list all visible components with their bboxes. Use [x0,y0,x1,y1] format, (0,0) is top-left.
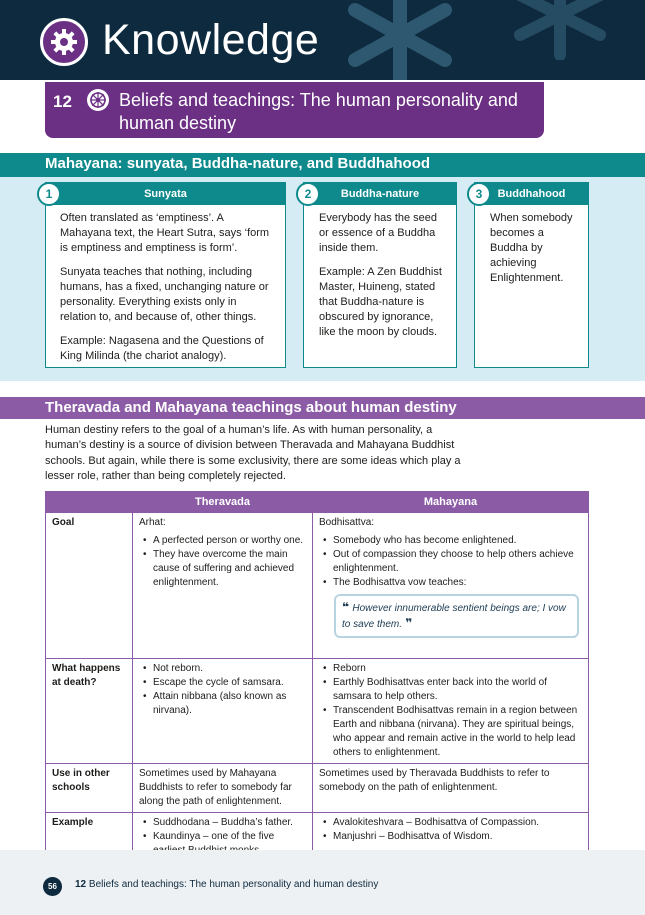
theravada-cell [133,659,313,764]
column-header [46,492,133,513]
card-number-badge: 1 [37,182,61,206]
list-item: • They have overcome the main cause of suffering and achieved enlightenment. [139,548,306,590]
card-paragraph: Sunyata teaches that nothing, including humans, has a fixed, unchanging nature or personality. Everything exists only in relation to, and because of, other things. [60,266,269,323]
list-item: • Somebody who has become enlightened. [319,534,582,548]
footer-chapter [75,879,378,890]
mahayana-cell: Sometimes used by Theravada Buddhists to refer to somebody on the path of enlightenment. [313,764,589,813]
list-item: • Out of compassion they choose to help others achieve enlightenment. [319,548,582,576]
sunyata-card [45,182,286,368]
card-paragraph: Example: A Zen Buddhist Master, Huineng, stated that Buddha-nature is obscured by ignorance, like the moon by clouds. [319,266,442,338]
list-item: • Earthly Bodhisattvas enter back into the world of samsara to help others. [319,676,582,704]
decorative-star-icon [500,0,620,60]
list-item: • Transcendent Bodhisattvas remain in a region between Earth and nibbana (nirvana). They are spiritual beings, who appear and remain active in the world to help lead others to enlightenment. [319,704,582,760]
list-item: • Escape the cycle of samsara. [139,676,306,690]
section-heading-text: Theravada and Mahayana teachings about human destiny [45,399,457,416]
buddha-nature-card [303,182,457,368]
card-paragraph: Example: Nagasena and the Questions of King Milinda (the chariot analogy). [60,335,264,362]
row-label: What happens at death? [46,659,133,764]
row-label: Goal [46,513,133,659]
dharma-wheel-icon [87,89,109,111]
theravada-cell [133,513,313,659]
row-label: Example [46,813,133,862]
list-item: • A perfected person or worthy one. [139,534,306,548]
card-number-badge: 2 [296,182,320,206]
table-header-row [46,492,589,513]
card-title: Sunyata [46,183,285,205]
card-paragraph: Often translated as ‘emptiness’. A Mahayana text, the Heart Sutra, says ‘form is emptiness and emptiness is form’. [60,212,270,254]
list-item: • Reborn [319,662,582,676]
card-number-badge: 3 [467,182,491,206]
bodhisattva-vow-quote [334,594,579,638]
page-title: Knowledge [102,16,320,64]
card-paragraph: Everybody has the seed or essence of a Buddha inside them. [319,212,438,254]
chapter-number: 12 [53,92,72,111]
mahayana-cell [313,659,589,764]
card-title: Buddhahood [475,183,588,205]
destiny-section-heading [0,397,645,419]
chapter-banner [45,82,544,138]
decorative-star-icon [330,0,470,80]
footer-chapter-title: Beliefs and teachings: The human personality and human destiny [88,879,379,890]
list-item: • Avalokiteshvara – Bodhisattva of Compassion. [319,816,582,830]
list-item: • Kaundinya – one of the five [139,830,306,858]
mahayana-section-heading [0,153,645,177]
footer-chapter-number: 12 [75,879,87,890]
column-header-mahayana: Mahayana [313,492,589,513]
open-quote-icon: ❝ [342,600,353,614]
mahayana-cell [313,513,589,659]
page-number: 56 [43,877,62,896]
chapter-title: Beliefs and teachings: The human personality and human destiny [119,90,518,133]
cell-lead: Arhat: [139,517,166,528]
section-heading-text: Mahayana: sunyata, Buddha-nature, and Buddhahood [45,155,431,172]
theravada-cell: Sometimes used by Mahayana Buddhists to refer to somebody far along the path of enlightenment. [133,764,313,813]
list-item: • Suddhodana – Buddha’s father. [139,816,306,830]
table-row-goal [46,513,589,659]
list-item: • Attain nibbana (also known as nirvana). [139,690,306,718]
table-row-death [46,659,589,764]
card-title: Buddha-nature [304,183,456,205]
row-label: Use in other schools [46,764,133,813]
buddhahood-card [474,182,589,368]
list-item: • Manjushri – Bodhisattva of Wisdom. [319,830,582,844]
column-header-theravada: Theravada [133,492,313,513]
gear-icon [40,18,88,66]
list-item: • Not reborn. [139,662,306,676]
card-paragraph: When somebody becomes a Buddha by achieving Enlightenment. [490,212,573,284]
quote-text: However innumerable sentient beings are; I vow to save them. [342,603,566,630]
destiny-intro: Human destiny refers to the goal of a human’s life. As with human personality, a human’s destiny is a source of division between Theravada and Mahayana Buddhist schools. But again, while there is some exclusivity, there are some ideas which play a lesser role, rather than being completely rejected. [45,424,461,482]
destiny-comparison-table [45,491,589,862]
table-row-other-schools [46,764,589,813]
close-quote-icon: ❞ [402,616,413,630]
page-header [0,0,645,80]
list-item: • The Bodhisattva vow teaches: [319,576,582,590]
cell-lead: Bodhisattva: [319,517,375,528]
